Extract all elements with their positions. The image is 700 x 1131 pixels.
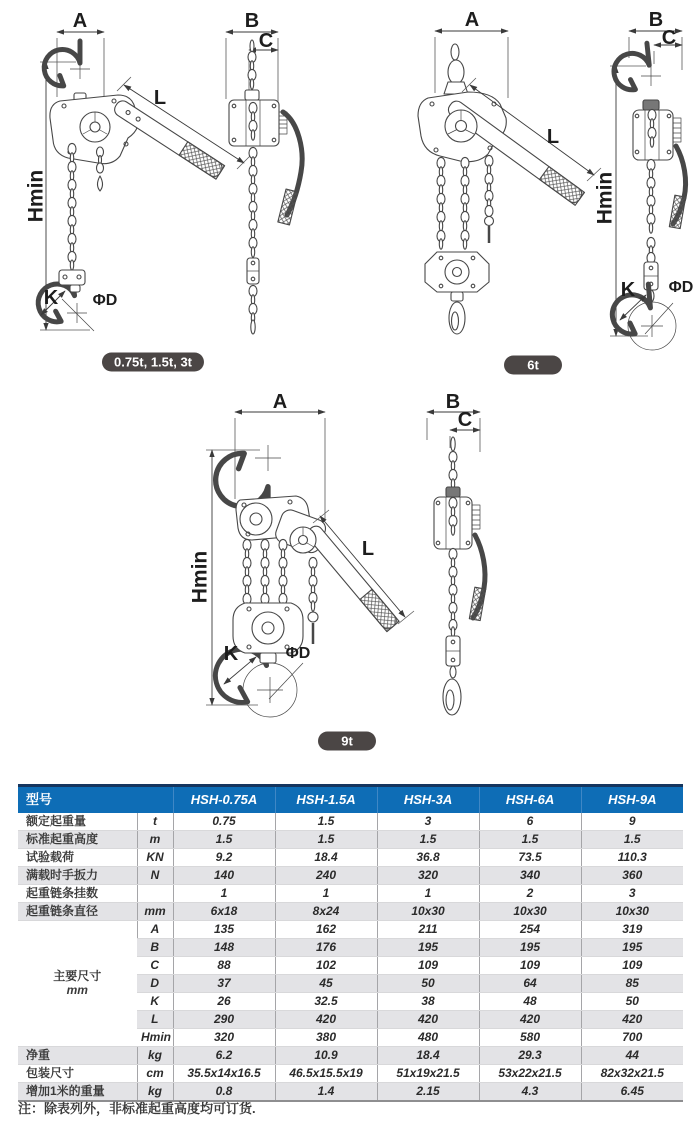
row-label: 试验载荷 [18, 849, 137, 867]
cell: 1 [377, 885, 479, 903]
capacity-badge-small: 0.75t, 1.5t, 3t [102, 353, 204, 372]
table-row-chain-falls [18, 885, 683, 903]
row-unit: mm [137, 903, 173, 921]
cell: 1.4 [275, 1083, 377, 1102]
table-row-hand-pull [18, 867, 683, 885]
table-row-test-load [18, 849, 683, 867]
cell: 26 [173, 993, 275, 1011]
cell: 8x24 [275, 903, 377, 921]
hoist-9t-front-view [206, 412, 414, 717]
hoist-small-side-view [226, 32, 302, 334]
dim-label-phid-6t: ΦD [668, 279, 694, 296]
dim-label-hmin-small: Hmin [24, 169, 48, 223]
cell: 9 [581, 813, 683, 831]
cell: 1.5 [377, 831, 479, 849]
cell: 32.5 [275, 993, 377, 1011]
row-unit: N [137, 867, 173, 885]
cell: 240 [275, 867, 377, 885]
cell: 211 [377, 921, 479, 939]
cell: 195 [377, 939, 479, 957]
row-label: 标准起重高度 [18, 831, 137, 849]
hoist-6t-front-view [418, 31, 601, 334]
cell: 48 [479, 993, 581, 1011]
row-unit: t [137, 813, 173, 831]
row-unit: kg [137, 1083, 173, 1102]
cell: 135 [173, 921, 275, 939]
spec-table [18, 784, 683, 1102]
cell: 109 [479, 957, 581, 975]
cell: 102 [275, 957, 377, 975]
cell: 1.5 [479, 831, 581, 849]
cell: 320 [377, 867, 479, 885]
dim-label-a-small: A [72, 10, 88, 32]
cell: 29.3 [479, 1047, 581, 1065]
cell: 6x18 [173, 903, 275, 921]
model-header-hsh6a: HSH-6A [479, 786, 581, 814]
dim-label-l-small: L [153, 87, 167, 109]
table-row-standard-lift [18, 831, 683, 849]
cell: 340 [479, 867, 581, 885]
table-row-net-weight [18, 1047, 683, 1065]
dim-label-c-6t: C [661, 27, 677, 49]
footnote: 注：除表列外，非标准起重高度均可订货. [18, 1101, 256, 1116]
cell: 6.2 [173, 1047, 275, 1065]
row-unit: m [137, 831, 173, 849]
capacity-badge-6t: 6t [504, 356, 562, 375]
cell: 3 [581, 885, 683, 903]
cell: 0.8 [173, 1083, 275, 1102]
spec-table-header-row [18, 786, 683, 814]
cell: 35.5x14x16.5 [173, 1065, 275, 1083]
cell: 18.4 [377, 1047, 479, 1065]
cell: 195 [581, 939, 683, 957]
dim-label-c-small: C [258, 30, 274, 52]
hoist-6t-side-view [610, 31, 686, 350]
hoist-9t-side-view [427, 409, 486, 715]
dim-label-hmin-6t: Hmin [593, 171, 617, 225]
table-row-dim-a [18, 921, 683, 939]
dim-label-b-6t: B [648, 9, 664, 31]
dim-label-k-6t: K [620, 279, 636, 301]
row-unit: L [137, 1011, 173, 1029]
dim-label-b-9t: B [445, 391, 461, 413]
hoist-small-front-view [35, 32, 251, 331]
cell: 64 [479, 975, 581, 993]
row-label: 额定起重量 [18, 813, 137, 831]
row-label: 净重 [18, 1047, 137, 1065]
dim-label-l-6t: L [546, 126, 560, 148]
cell: 36.8 [377, 849, 479, 867]
cell: 9.2 [173, 849, 275, 867]
dim-label-hmin-9t: Hmin [188, 550, 212, 604]
cell: 0.75 [173, 813, 275, 831]
dim-label-b-small: B [244, 10, 260, 32]
cell: 320 [173, 1029, 275, 1047]
cell: 10x30 [377, 903, 479, 921]
row-unit: K [137, 993, 173, 1011]
cell: 700 [581, 1029, 683, 1047]
cell: 195 [479, 939, 581, 957]
row-label: 满载时手扳力 [18, 867, 137, 885]
cell: 2 [479, 885, 581, 903]
row-unit: KN [137, 849, 173, 867]
cell: 44 [581, 1047, 683, 1065]
cell: 6.45 [581, 1083, 683, 1102]
cell: 37 [173, 975, 275, 993]
cell: 50 [377, 975, 479, 993]
cell: 1.5 [275, 831, 377, 849]
cell: 53x22x21.5 [479, 1065, 581, 1083]
cell: 420 [377, 1011, 479, 1029]
cell: 85 [581, 975, 683, 993]
cell: 3 [377, 813, 479, 831]
cell: 1.5 [275, 813, 377, 831]
cell: 82x32x21.5 [581, 1065, 683, 1083]
row-unit: B [137, 939, 173, 957]
model-header-hsh15a: HSH-1.5A [275, 786, 377, 814]
model-header-hsh9a: HSH-9A [581, 786, 683, 814]
row-unit: cm [137, 1065, 173, 1083]
table-row-rated-load [18, 813, 683, 831]
cell: 140 [173, 867, 275, 885]
cell: 480 [377, 1029, 479, 1047]
row-unit: kg [137, 1047, 173, 1065]
dim-label-k-small: K [43, 287, 59, 309]
row-label: 起重链条挂数 [18, 885, 137, 903]
cell: 4.3 [479, 1083, 581, 1102]
model-header-hsh075a: HSH-0.75A [173, 786, 275, 814]
cell: 162 [275, 921, 377, 939]
dim-label-c-9t: C [457, 409, 473, 431]
row-unit: Hmin [137, 1029, 173, 1047]
dim-label-phid-small: ΦD [92, 292, 118, 309]
table-row-chain-diameter [18, 903, 683, 921]
cell: 420 [581, 1011, 683, 1029]
dims-group-label: 主要尺寸 mm [18, 921, 137, 1047]
dim-label-a-6t: A [464, 9, 480, 31]
cell: 1 [173, 885, 275, 903]
dim-label-l-9t: L [361, 538, 375, 560]
cell: 109 [581, 957, 683, 975]
model-column-header: 型号 [18, 786, 173, 814]
cell: 2.15 [377, 1083, 479, 1102]
cell: 148 [173, 939, 275, 957]
cell: 50 [581, 993, 683, 1011]
row-unit: A [137, 921, 173, 939]
cell: 10x30 [479, 903, 581, 921]
cell: 46.5x15.5x19 [275, 1065, 377, 1083]
cell: 420 [479, 1011, 581, 1029]
model-header-hsh3a: HSH-3A [377, 786, 479, 814]
cell: 1.5 [173, 831, 275, 849]
cell: 88 [173, 957, 275, 975]
dim-label-k-9t: K [223, 643, 239, 665]
cell: 290 [173, 1011, 275, 1029]
cell: 380 [275, 1029, 377, 1047]
cell: 6 [479, 813, 581, 831]
cell: 420 [275, 1011, 377, 1029]
cell: 73.5 [479, 849, 581, 867]
cell: 580 [479, 1029, 581, 1047]
row-label: 包装尺寸 [18, 1065, 137, 1083]
cell: 176 [275, 939, 377, 957]
row-label: 起重链条直径 [18, 903, 137, 921]
cell: 1 [275, 885, 377, 903]
cell: 319 [581, 921, 683, 939]
cell: 45 [275, 975, 377, 993]
table-row-packing-size [18, 1065, 683, 1083]
row-unit: D [137, 975, 173, 993]
dim-label-phid-9t: ΦD [285, 645, 311, 662]
cell: 110.3 [581, 849, 683, 867]
cell: 10.9 [275, 1047, 377, 1065]
row-label: 增加1米的重量 [18, 1083, 137, 1102]
cell: 254 [479, 921, 581, 939]
cell: 360 [581, 867, 683, 885]
cell: 10x30 [581, 903, 683, 921]
row-unit [137, 885, 173, 903]
cell: 38 [377, 993, 479, 1011]
capacity-badge-9t: 9t [318, 732, 376, 751]
row-unit: C [137, 957, 173, 975]
cell: 1.5 [581, 831, 683, 849]
cell: 18.4 [275, 849, 377, 867]
cell: 109 [377, 957, 479, 975]
cell: 51x19x21.5 [377, 1065, 479, 1083]
dim-label-a-9t: A [272, 391, 288, 413]
